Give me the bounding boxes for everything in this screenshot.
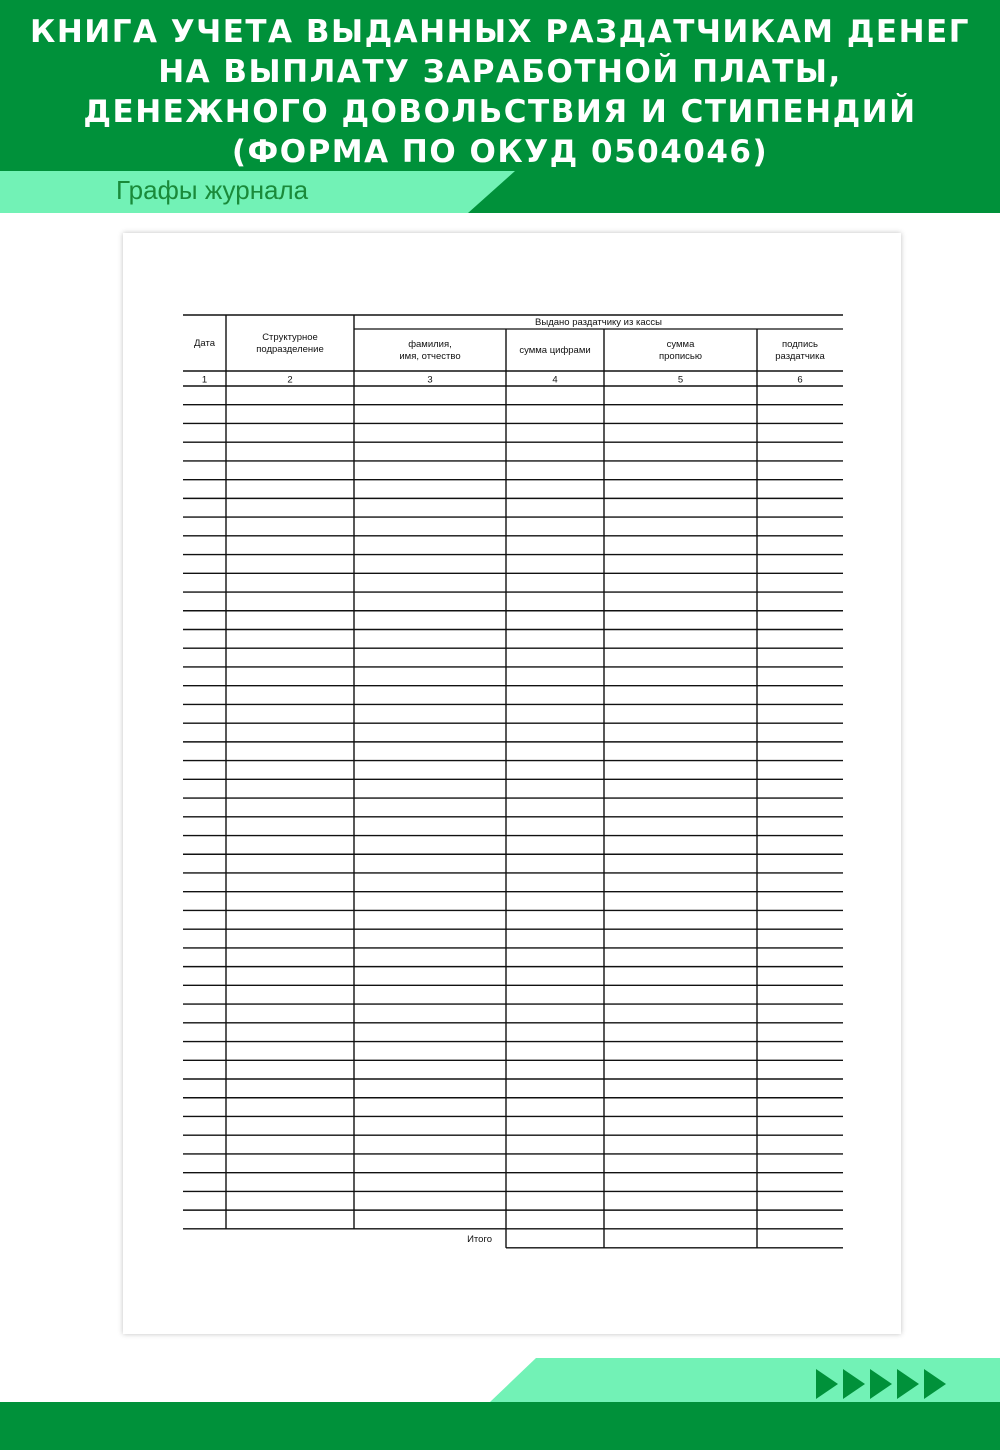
column-header-label: сумма xyxy=(666,339,695,350)
total-label: Итого xyxy=(467,1233,492,1245)
column-number: 6 xyxy=(797,374,803,386)
column-header-label: Структурное xyxy=(262,332,318,343)
column-header-label: имя, отчество xyxy=(399,351,461,362)
column-number: 4 xyxy=(552,374,558,386)
column-header-label: подпись xyxy=(782,339,818,350)
column-header-label: фамилия, xyxy=(408,339,452,350)
column-header-label: подразделение xyxy=(256,344,324,355)
arrow-right-icon xyxy=(816,1369,838,1399)
title-line-2: НА ВЫПЛАТУ ЗАРАБОТНОЙ ПЛАТЫ, xyxy=(158,54,842,90)
column-header-label: раздатчика xyxy=(775,351,825,362)
title-line-4: (ФОРМА ПО ОКУД 0504046) xyxy=(231,134,769,170)
arrow-right-icon xyxy=(843,1369,865,1399)
column-number: 5 xyxy=(677,374,684,386)
column-header-label: сумма цифрами xyxy=(519,345,591,356)
group-header-label: Выдано раздатчику из кассы xyxy=(535,317,662,328)
column-number: 1 xyxy=(201,374,208,386)
arrow-right-icon xyxy=(924,1369,946,1399)
section-subtitle: Графы журнала xyxy=(116,175,309,205)
form-page xyxy=(123,233,901,1334)
title-line-3: ДЕНЕЖНОГО ДОВОЛЬСТВИЯ И СТИПЕНДИЙ xyxy=(83,94,917,130)
column-number: 3 xyxy=(427,374,433,386)
column-header-label: Дата xyxy=(193,338,216,349)
journal-form xyxy=(123,233,901,1334)
arrow-right-icon xyxy=(870,1369,892,1399)
column-header-label: прописью xyxy=(659,351,702,362)
arrow-right-icon xyxy=(897,1369,919,1399)
title-line-1: КНИГА УЧЕТА ВЫДАННЫХ РАЗДАТЧИКАМ ДЕНЕГ xyxy=(30,14,970,50)
column-number: 2 xyxy=(287,374,293,386)
